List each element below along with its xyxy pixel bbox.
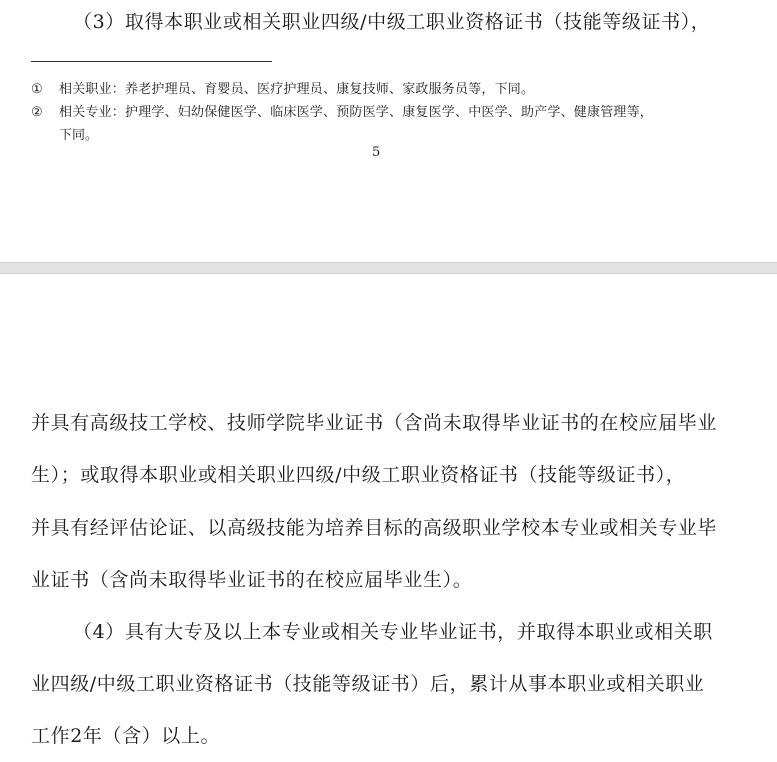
footnote-2-text: 相关专业：护理学、妇幼保健医学、临床医学、预防医学、康复医学、中医学、助产学、健康管理等， <box>59 105 654 120</box>
requirement-4-line-3: 工作2年（含）以上。 <box>31 725 221 747</box>
document-page-top <box>0 0 777 262</box>
footnote-2-continuation: 下同。 <box>59 128 99 143</box>
footnote-2-mark: ② <box>31 105 43 120</box>
footnote-1 <box>31 78 534 97</box>
paragraph-line-1: 并具有高级技工学校、技师学院毕业证书（含尚未取得毕业证书的在校应届毕业 <box>31 412 718 434</box>
requirement-4-line-1: （4）具有大专及以上本专业或相关专业毕业证书，并取得本职业或相关职 <box>73 621 713 643</box>
footnote-1-text: 相关职业：养老护理员、育婴员、医疗护理员、康复技师、家政服务员等，下同。 <box>59 82 535 97</box>
paragraph-line-3: 并具有经评估论证、以高级技能为培养目标的高级职业学校本专业或相关专业毕 <box>31 517 718 539</box>
page-number: 5 <box>372 145 381 160</box>
footnote-1-mark: ① <box>31 82 43 97</box>
footnote-2 <box>31 101 653 120</box>
footnote-separator <box>31 61 272 62</box>
requirement-4-line-2: 业四级/中级工职业资格证书（技能等级证书）后，累计从事本职业或相关职业 <box>31 673 705 695</box>
document-page-bottom <box>0 274 777 762</box>
paragraph-line-2: 生）；或取得本职业或相关职业四级/中级工职业资格证书（技能等级证书）， <box>31 464 686 486</box>
paragraph-line-4: 业证书（含尚未取得毕业证书的在校应届毕业生）。 <box>31 569 473 591</box>
page-break-separator <box>0 262 777 274</box>
requirement-3-line: （3）取得本职业或相关职业四级/中级工职业资格证书（技能等级证书）， <box>73 11 711 33</box>
